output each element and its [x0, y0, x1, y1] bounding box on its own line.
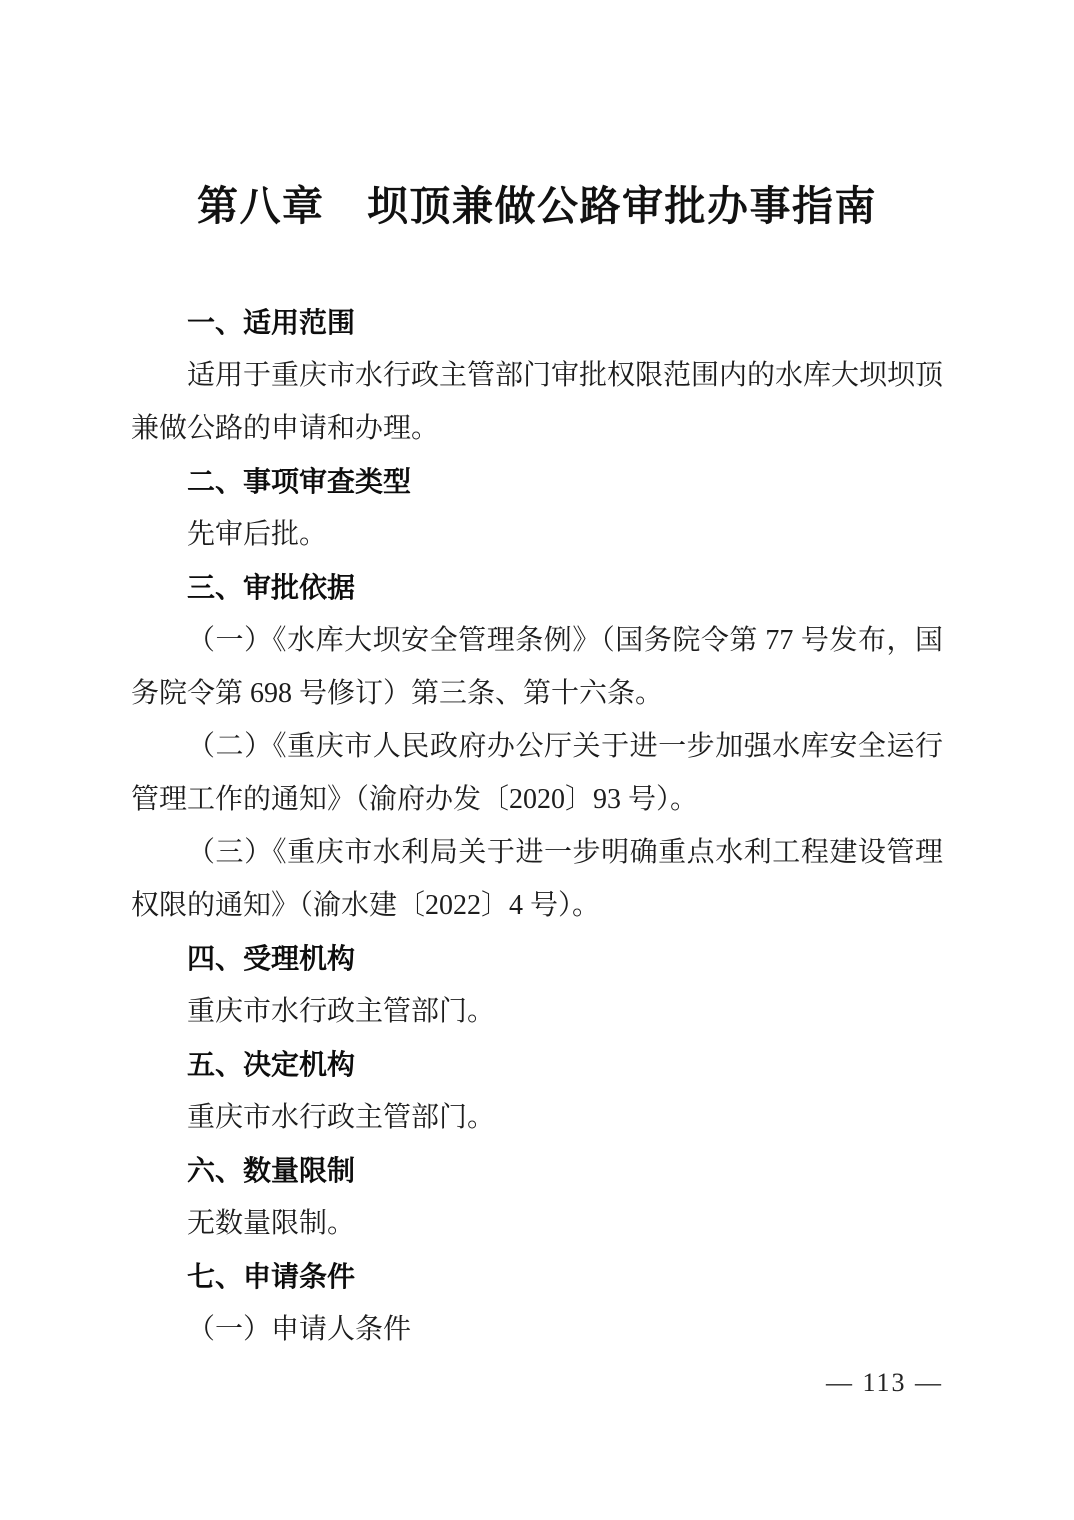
section-heading-5: 五、决定机构 [187, 1049, 356, 1080]
section-heading-3: 三、审批依据 [187, 572, 356, 603]
page-content [131, 0, 943, 1356]
paragraph: 先审后批。 [187, 519, 328, 550]
section-heading-1: 一、适用范围 [187, 307, 356, 338]
paragraph: 重庆市水行政主管部门。 [187, 996, 496, 1027]
chapter-title: 第八章 坝顶兼做公路审批办事指南 [197, 183, 877, 229]
page-number: — 113 — [825, 1368, 943, 1397]
section-heading-4: 四、受理机构 [187, 943, 356, 974]
paragraph: （三）《重庆市水利局关于进一步明确重点水利工程建设管理权限的通知》（渝水建〔2022〕4 号）。 [131, 837, 943, 921]
paragraph: （二）《重庆市人民政府办公厅关于进一步加强水库安全运行管理工作的通知》（渝府办发〔2020〕93 号）。 [131, 731, 943, 815]
section-heading-7: 七、申请条件 [187, 1261, 356, 1292]
paragraph: 无数量限制。 [187, 1208, 356, 1239]
paragraph: 适用于重庆市水行政主管部门审批权限范围内的水库大坝坝顶兼做公路的申请和办理。 [131, 360, 944, 444]
text-block [131, 296, 943, 1356]
sub-item-heading: （一）申请人条件 [187, 1314, 412, 1345]
section-heading-6: 六、数量限制 [187, 1155, 356, 1186]
section-heading-2: 二、事项审查类型 [187, 466, 412, 497]
paragraph: 重庆市水行政主管部门。 [187, 1102, 496, 1133]
paragraph: （一）《水库大坝安全管理条例》（国务院令第 77 号发布，国务院令第 698 号修订）第三条、第十六条。 [131, 625, 943, 709]
